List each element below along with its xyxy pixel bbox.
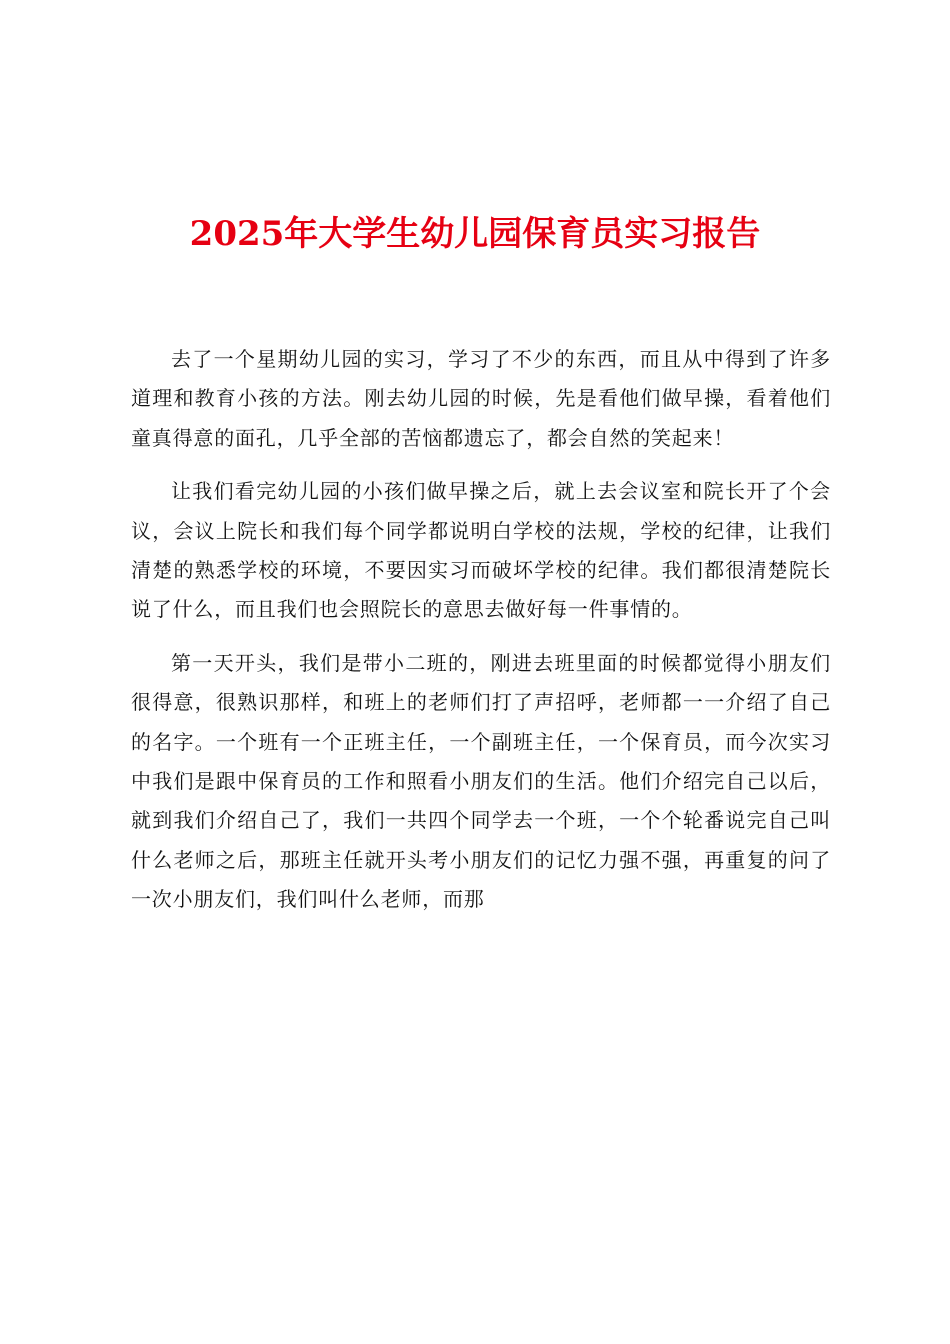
paragraph: 去了一个星期幼儿园的实习，学习了不少的东西，而且从中得到了许多道理和教育小孩的方法。刚去幼儿园的时候，先是看他们做早操，看着他们童真得意的面孔，几乎全部的苦恼都遗忘了，都会自然的笑起来！ [131,347,831,450]
document-title: 2025年大学生幼儿园保育员实习报告 [189,214,761,254]
paragraph: 第一天开头，我们是带小二班的，刚进去班里面的时候都觉得小朋友们很得意，很熟识那样，和班上的老师们打了声招呼，老师都一一介绍了自己的名字。一个班有一个正班主任，一个副班主任，一个保育员，而今次实习中我们是跟中保育员的工作和照看小朋友们的生活。他们介绍完自己以后，就到我们介绍自己了，我们一共四个同学去一个班，一个个轮番说完自己叫什么老师之后，那班主任就开头考小朋友们的记忆力强不强，再重复的问了一次小朋友们，我们叫什么老师，而那 [131,650,831,912]
document-body [131,340,831,920]
paragraph: 让我们看完幼儿园的小孩们做早操之后，就上去会议室和院长开了个会议，会议上院长和我们每个同学都说明白学校的法规，学校的纪律，让我们清楚的熟悉学校的环境，不要因实习而破坏学校的纪律。我们都很清楚院长说了什么，而且我们也会照院长的意思去做好每一件事情的。 [131,479,831,622]
